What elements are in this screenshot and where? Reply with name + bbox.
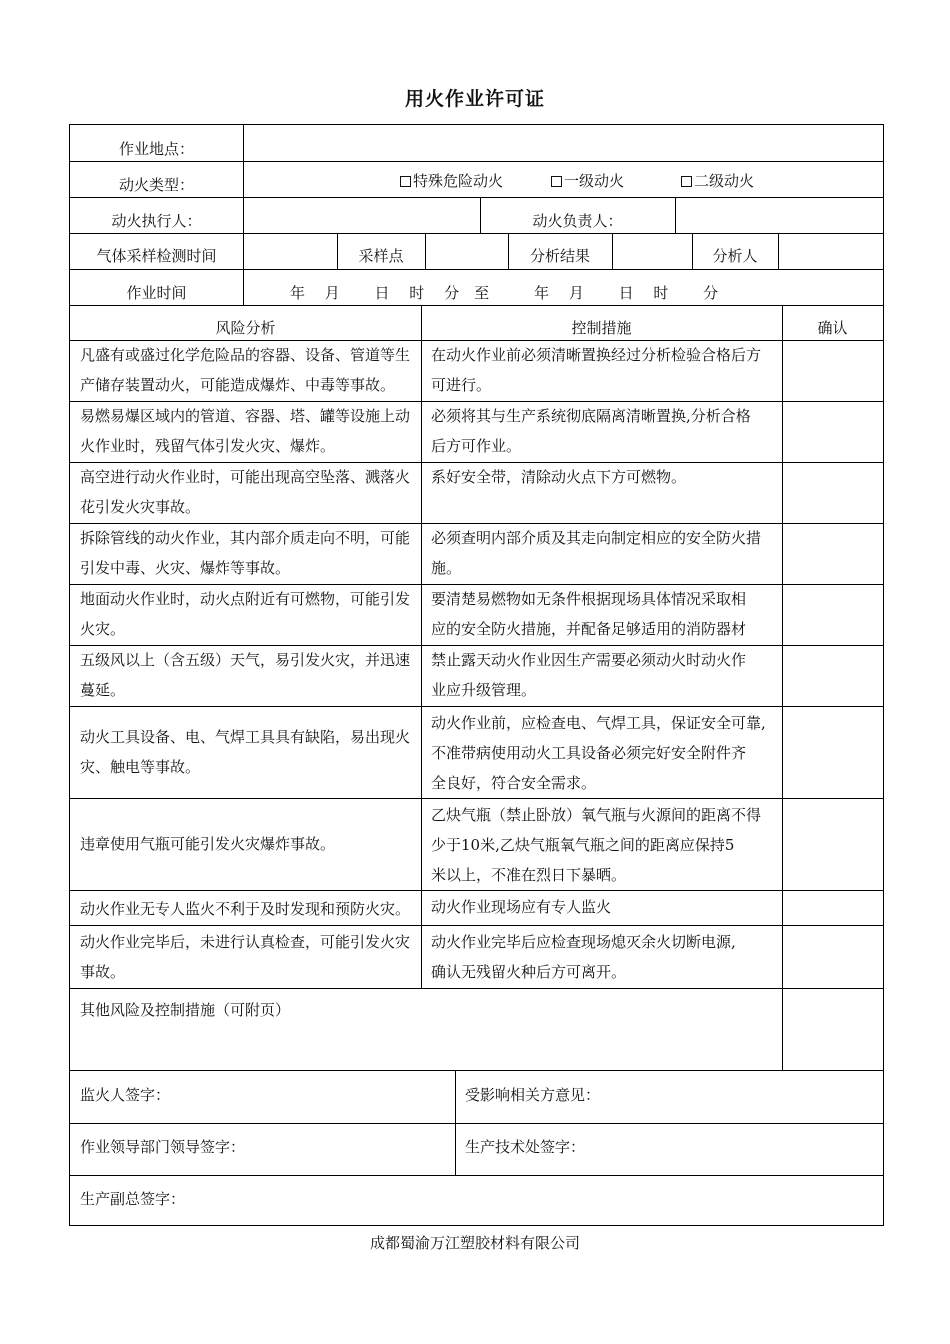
control-text: 施。 bbox=[431, 559, 462, 577]
control-text: 在动火作业前必须清晰置换经过分析检验合格后方 bbox=[431, 346, 762, 364]
option-label: 一级动火 bbox=[564, 172, 625, 190]
dept-leader-signature[interactable]: 作业领导部门领导签字： bbox=[80, 1138, 246, 1156]
production-vp-signature[interactable]: 生产副总签字： bbox=[80, 1190, 186, 1208]
work-time-label: 作业时间 bbox=[126, 284, 187, 302]
option-label: 二级动火 bbox=[694, 172, 755, 190]
page-title: 用火作业许可证 bbox=[404, 88, 545, 110]
risk-text: 动火作业完毕后，未进行认真检查，可能引发火灾 bbox=[80, 933, 411, 951]
sampling-point-label: 采样点 bbox=[358, 247, 404, 265]
rule bbox=[70, 1070, 883, 1071]
control-text: 禁止露天动火作业因生产需要必须动火时动火作 bbox=[431, 651, 747, 669]
rule bbox=[70, 1123, 883, 1124]
production-tech-signature[interactable]: 生产技术处签字： bbox=[465, 1138, 586, 1156]
risk-text: 易燃易爆区域内的管道、容器、塔、罐等设施上动 bbox=[80, 407, 411, 425]
control-text: 不准带病使用动火工具设备必须完好安全附件齐 bbox=[431, 744, 747, 762]
risk-text: 事故。 bbox=[80, 963, 126, 981]
risk-text: 违章使用气瓶可能引发火灾爆炸事故。 bbox=[80, 835, 336, 853]
risk-text: 拆除管线的动火作业，其内部介质走向不明，可能 bbox=[80, 529, 411, 547]
company-name: 成都蜀渝万江塑胶材料有限公司 bbox=[369, 1234, 580, 1252]
control-text: 少于10米,乙炔气瓶氧气瓶之间的距离应保持5 bbox=[431, 836, 735, 854]
rule bbox=[421, 305, 422, 988]
control-text: 可进行。 bbox=[431, 376, 492, 394]
control-text: 系好安全带，清除动火点下方可燃物。 bbox=[431, 468, 687, 486]
analysis-result-label: 分析结果 bbox=[529, 247, 590, 265]
rule bbox=[425, 233, 426, 269]
checkbox-icon[interactable] bbox=[681, 176, 692, 187]
control-text: 动火作业完毕后应检查现场熄灭余火切断电源, bbox=[431, 933, 736, 951]
risk-text: 动火作业无专人监火不利于及时发现和预防火灾。 bbox=[80, 900, 411, 918]
control-text: 动火作业现场应有专人监火 bbox=[431, 898, 612, 916]
checkbox-icon[interactable] bbox=[400, 176, 411, 187]
risk-text: 灾、触电等事故。 bbox=[80, 758, 201, 776]
control-text: 要清楚易燃物如无条件根据现场具体情况采取相 bbox=[431, 590, 747, 608]
risk-text: 引发中毒、火灾、爆炸等事故。 bbox=[80, 559, 291, 577]
other-risks-label: 其他风险及控制措施（可附页） bbox=[80, 1001, 291, 1019]
permit-form bbox=[69, 124, 884, 1226]
control-text: 动火作业前，应检查电、气焊工具，保证安全可靠, bbox=[431, 714, 766, 732]
risk-text: 产储存装置动火，可能造成爆炸、中毒等事故。 bbox=[80, 376, 396, 394]
fire-type-option-level2[interactable] bbox=[681, 166, 754, 197]
rule bbox=[612, 233, 613, 269]
col-control-header: 控制措施 bbox=[571, 319, 632, 337]
rule bbox=[675, 197, 676, 233]
option-label: 特殊危险动火 bbox=[413, 172, 504, 190]
rule bbox=[243, 125, 244, 305]
analyst-label: 分析人 bbox=[712, 247, 758, 265]
fire-watcher-signature[interactable]: 监火人签字： bbox=[80, 1086, 171, 1104]
control-text: 必须将其与生产系统彻底隔离清晰置换,分析合格 bbox=[431, 407, 751, 425]
location-label: 作业地点： bbox=[118, 140, 194, 158]
risk-text: 火灾。 bbox=[80, 620, 126, 638]
risk-text: 蔓延。 bbox=[80, 681, 126, 699]
fire-type-option-special[interactable] bbox=[400, 166, 503, 197]
gas-sampling-label: 气体采样检测时间 bbox=[96, 247, 217, 265]
control-text: 全良好，符合安全需求。 bbox=[431, 774, 597, 792]
rule bbox=[778, 233, 779, 269]
risk-text: 花引发火灾事故。 bbox=[80, 498, 201, 516]
rule bbox=[70, 1175, 883, 1176]
control-text: 业应升级管理。 bbox=[431, 681, 537, 699]
rule bbox=[70, 988, 883, 989]
risk-text: 五级风以上（含五级）天气，易引发火灾，并迅速 bbox=[80, 651, 411, 669]
rule bbox=[70, 706, 883, 707]
rule bbox=[70, 925, 883, 926]
risk-text: 地面动火作业时，动火点附近有可燃物，可能引发 bbox=[80, 590, 411, 608]
risk-text: 凡盛有或盛过化学危险品的容器、设备、管道等生 bbox=[80, 346, 411, 364]
control-text: 必须查明内部介质及其走向制定相应的安全防火措 bbox=[431, 529, 762, 547]
rule bbox=[782, 305, 783, 1070]
checkbox-icon[interactable] bbox=[551, 176, 562, 187]
control-text: 后方可作业。 bbox=[431, 437, 522, 455]
affected-party-opinion[interactable]: 受影响相关方意见： bbox=[465, 1086, 601, 1104]
executor-label: 动火执行人： bbox=[111, 212, 202, 230]
control-text: 米以上，不准在烈日下暴晒。 bbox=[431, 866, 627, 884]
col-risk-header: 风险分析 bbox=[215, 319, 276, 337]
risk-text: 动火工具设备、电、气焊工具具有缺陷，易出现火 bbox=[80, 728, 411, 746]
risk-text: 高空进行动火作业时，可能出现高空坠落、溅落火 bbox=[80, 468, 411, 486]
control-text: 应的安全防火措施，并配备足够适用的消防器材 bbox=[431, 620, 747, 638]
control-text: 乙炔气瓶（禁止卧放）氧气瓶与火源间的距离不得 bbox=[431, 806, 762, 824]
fire-type-label: 动火类型： bbox=[118, 176, 194, 194]
work-time-value: 年 月 日 时 分 至 年 月 日 时 分 bbox=[290, 284, 719, 302]
control-text: 确认无残留火种后方可离开。 bbox=[431, 963, 627, 981]
risk-text: 火作业时，残留气体引发火灾、爆炸。 bbox=[80, 437, 336, 455]
col-confirm-header: 确认 bbox=[817, 319, 848, 337]
rule bbox=[455, 1070, 456, 1175]
fire-type-option-level1[interactable] bbox=[551, 166, 624, 197]
responsible-label: 动火负责人： bbox=[532, 212, 623, 230]
